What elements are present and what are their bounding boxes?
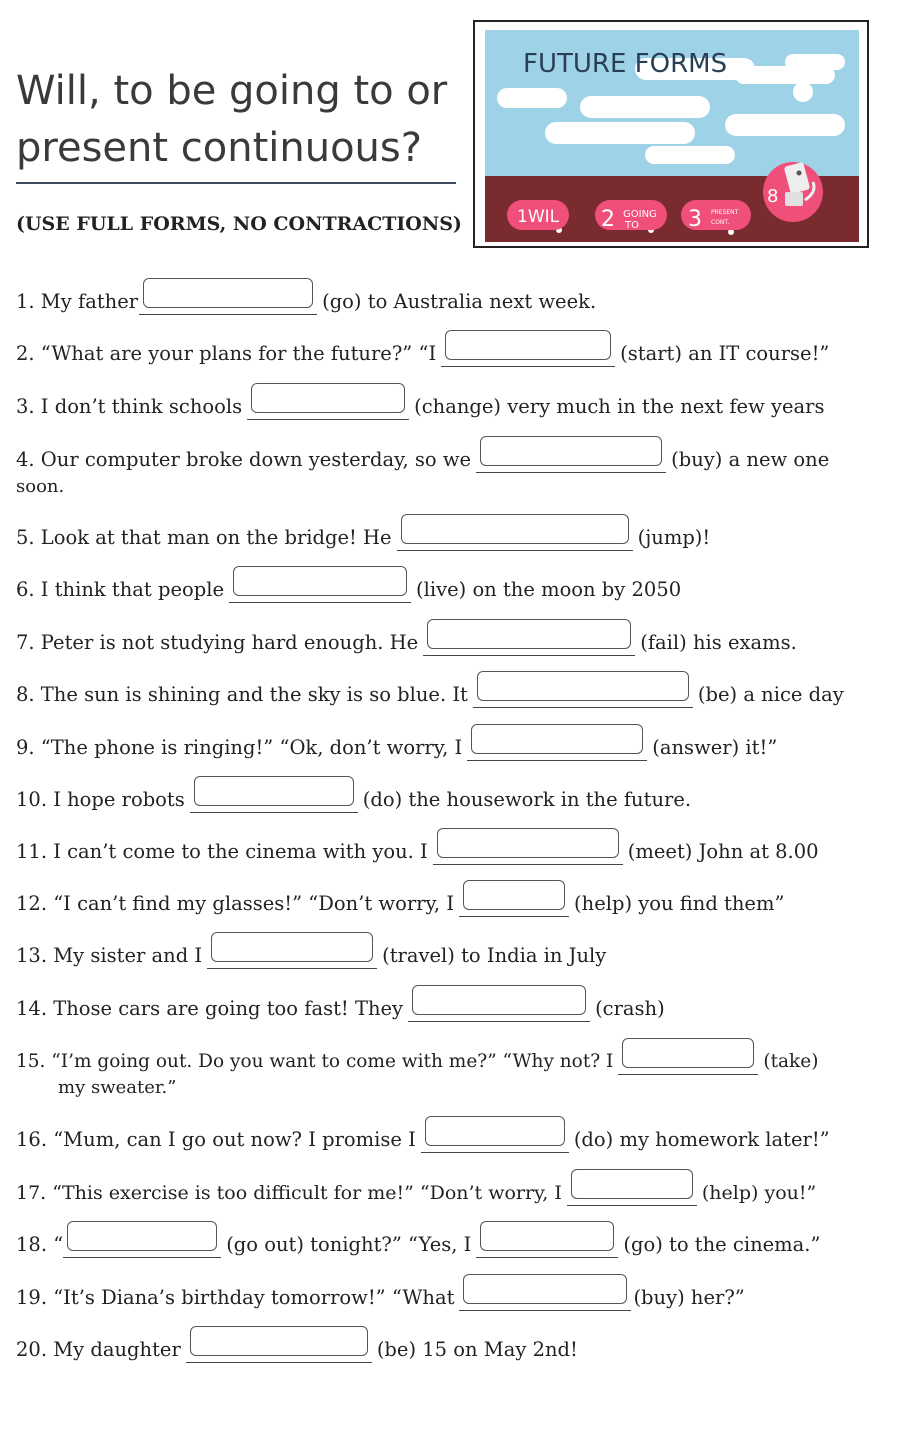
answer-field-5[interactable] (397, 526, 633, 551)
sign-1 (507, 200, 569, 233)
svg-text:1WIL: 1WIL (517, 207, 560, 227)
question-13-hint: (travel) to India in July (382, 944, 607, 967)
answer-box-5[interactable] (401, 514, 629, 544)
answer-field-18b[interactable] (476, 1233, 618, 1258)
question-6 (16, 577, 681, 603)
answer-box-19[interactable] (463, 1274, 627, 1304)
question-4 (16, 447, 829, 473)
answer-box-4[interactable] (480, 436, 662, 466)
answer-field-20[interactable] (186, 1338, 372, 1363)
question-15-prompt: 15. “I’m going out. Do you want to come with me?” “Why not? I (16, 1051, 614, 1072)
answer-field-6[interactable] (229, 578, 411, 603)
answer-box-17[interactable] (571, 1169, 693, 1199)
answer-field-19[interactable] (459, 1286, 631, 1311)
question-11-prompt: 11. I can’t come to the cinema with you. I (16, 840, 428, 863)
question-6-hint: (live) on the moon by 2050 (416, 578, 682, 601)
svg-text:GOING: GOING (623, 209, 657, 220)
question-7-prompt: 7. Peter is not studying hard enough. He (16, 631, 419, 654)
question-5 (16, 525, 710, 551)
question-11-hint: (meet) John at 8.00 (627, 840, 819, 863)
answer-box-9[interactable] (471, 724, 643, 754)
answer-field-4[interactable] (476, 448, 666, 473)
question-17-prompt: 17. “This exercise is too difficult for me!” “Don’t worry, I (16, 1182, 562, 1204)
question-9 (16, 735, 777, 761)
question-19-hint: (buy) her?” (633, 1286, 745, 1309)
question-13-prompt: 13. My sister and I (16, 944, 203, 967)
question-10 (16, 787, 691, 813)
answer-box-16[interactable] (425, 1116, 565, 1146)
question-7 (16, 630, 797, 656)
question-10-hint: (do) the housework in the future. (362, 788, 692, 811)
answer-box-7[interactable] (427, 619, 631, 649)
question-18-prompt: 18. “ (16, 1233, 64, 1256)
question-9-prompt: 9. “The phone is ringing!” “Ok, don’t worry, I (16, 736, 463, 759)
question-17 (16, 1180, 816, 1206)
question-8 (16, 682, 844, 708)
answer-box-10[interactable] (194, 776, 354, 806)
question-14 (16, 996, 665, 1022)
answer-field-7[interactable] (423, 631, 635, 656)
answer-box-12[interactable] (463, 880, 565, 910)
question-12-hint: (help) you find them” (574, 892, 785, 915)
banner-illustration (485, 30, 859, 242)
question-13 (16, 943, 606, 969)
question-14-prompt: 14. Those cars are going too fast! They (16, 997, 404, 1020)
answer-box-1[interactable] (143, 278, 313, 308)
question-8-prompt: 8. The sun is shining and the sky is so blue. It (16, 683, 468, 706)
question-15-continuation: my sweater.” (58, 1077, 177, 1098)
answer-field-13[interactable] (207, 944, 377, 969)
question-2-hint: (start) an IT course!” (620, 342, 830, 365)
question-8-hint: (be) a nice day (697, 683, 844, 706)
question-5-prompt: 5. Look at that man on the bridge! He (16, 526, 392, 549)
question-5-hint: (jump)! (637, 526, 711, 549)
svg-text:2: 2 (601, 207, 615, 232)
answer-field-14[interactable] (408, 997, 590, 1022)
question-12 (16, 891, 784, 917)
answer-box-18b[interactable] (480, 1221, 614, 1251)
answer-field-11[interactable] (433, 840, 623, 865)
question-2-prompt: 2. “What are your plans for the future?” “I (16, 342, 437, 365)
answer-field-9[interactable] (467, 736, 647, 761)
svg-text:PRESENT: PRESENT (711, 209, 739, 216)
question-12-prompt: 12. “I can’t find my glasses!” “Don’t worry, I (16, 892, 455, 915)
question-17-hint: (help) you!” (701, 1182, 817, 1204)
svg-text:CONT.: CONT. (711, 219, 730, 226)
question-19 (16, 1285, 745, 1311)
future-forms-banner (473, 20, 869, 248)
question-20-hint: (be) 15 on May 2nd! (376, 1338, 578, 1361)
title-underline (16, 182, 456, 184)
question-7-hint: (fail) his exams. (640, 631, 797, 654)
answer-field-17[interactable] (567, 1181, 697, 1206)
question-18-hint: (go) to the cinema.” (623, 1233, 821, 1256)
worksheet-title-line-2: present continuous? (16, 125, 422, 171)
question-4-prompt: 4. Our computer broke down yesterday, so we (16, 448, 472, 471)
question-10-prompt: 10. I hope robots (16, 788, 185, 811)
question-3-prompt: 3. I don’t think schools (16, 395, 243, 418)
answer-field-8[interactable] (473, 683, 693, 708)
question-1-hint: (go) to Australia next week. (322, 290, 597, 313)
banner-heading: FUTURE FORMS (523, 49, 728, 79)
answer-box-3[interactable] (251, 383, 405, 413)
answer-box-15[interactable] (622, 1038, 754, 1068)
question-2 (16, 341, 829, 367)
answer-box-20[interactable] (190, 1326, 368, 1356)
question-4-continuation: soon. (16, 476, 65, 497)
answer-field-1[interactable] (139, 290, 317, 315)
answer-box-11[interactable] (437, 828, 619, 858)
question-1-prompt: 1. My father (16, 290, 139, 313)
question-20 (16, 1337, 578, 1363)
instructions: (USE FULL FORMS, NO CONTRACTIONS) (16, 213, 462, 235)
answer-field-3[interactable] (247, 395, 409, 420)
question-4-hint: (buy) a new one (671, 448, 830, 471)
worksheet-title-line-1: Will, to be going to or (16, 68, 448, 114)
question-11 (16, 839, 819, 865)
svg-text:TO: TO (625, 220, 639, 231)
question-20-prompt: 20. My daughter (16, 1338, 181, 1361)
answer-field-10[interactable] (190, 788, 358, 813)
question-18-middle: (go out) tonight?” “Yes, I (226, 1233, 472, 1256)
question-3-hint: (change) very much in the next few years (414, 395, 825, 418)
question-6-prompt: 6. I think that people (16, 578, 224, 601)
answer-box-18a[interactable] (67, 1221, 217, 1251)
answer-box-6[interactable] (233, 566, 407, 596)
answer-field-12[interactable] (459, 892, 569, 917)
answer-box-13[interactable] (211, 932, 373, 962)
question-16 (16, 1127, 830, 1153)
question-16-prompt: 16. “Mum, can I go out now? I promise I (16, 1128, 416, 1151)
question-1 (16, 289, 596, 315)
sign-2 (595, 200, 667, 233)
answer-box-2[interactable] (445, 330, 611, 360)
answer-field-16[interactable] (421, 1128, 569, 1153)
svg-text:8: 8 (767, 186, 779, 207)
answer-box-8[interactable] (477, 671, 689, 701)
question-15 (16, 1049, 818, 1075)
svg-text:3: 3 (688, 207, 702, 232)
answer-field-15[interactable] (618, 1050, 758, 1075)
question-3 (16, 394, 824, 420)
question-18 (16, 1232, 820, 1258)
answer-box-14[interactable] (412, 985, 586, 1015)
question-15-hint: (take) (763, 1051, 819, 1072)
answer-field-2[interactable] (441, 342, 615, 367)
robot-badge-icon (763, 162, 823, 222)
question-16-hint: (do) my homework later!” (573, 1128, 830, 1151)
question-9-hint: (answer) it!” (652, 736, 778, 759)
answer-field-18a[interactable] (63, 1233, 221, 1258)
question-14-hint: (crash) (595, 997, 665, 1020)
question-19-prompt: 19. “It’s Diana’s birthday tomorrow!” “What (16, 1286, 455, 1309)
